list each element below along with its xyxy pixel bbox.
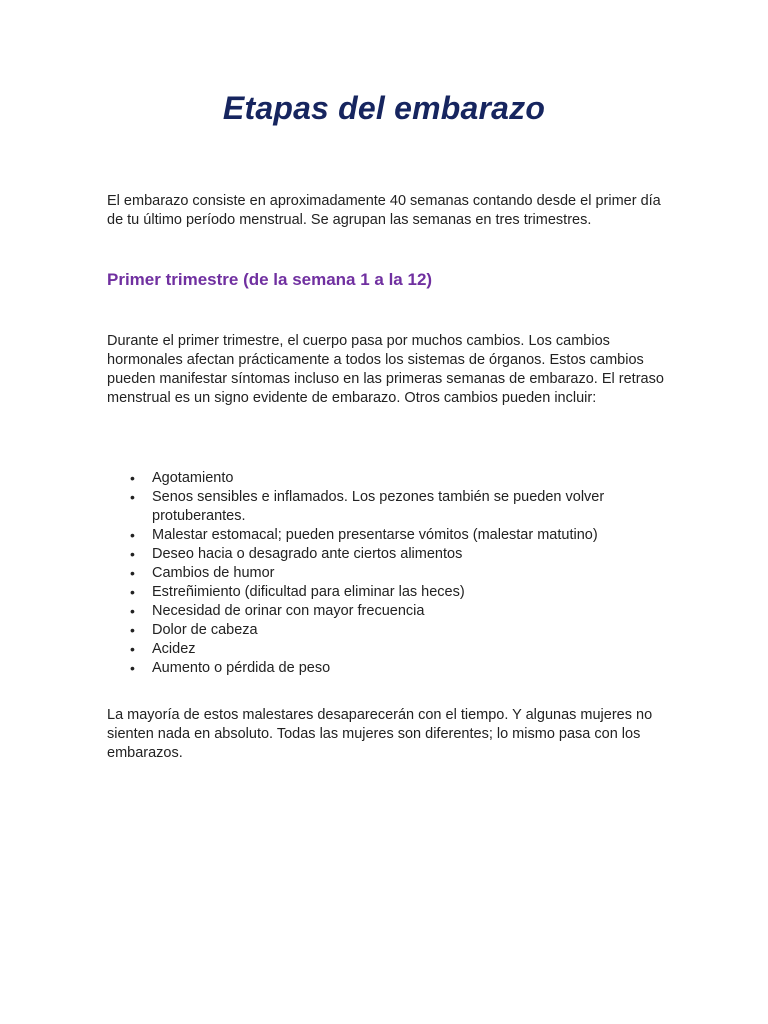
list-item-text: Senos sensibles e inflamados. Los pezones también se pueden volver protuberantes. bbox=[152, 489, 605, 524]
list-item-text: Malestar estomacal; pueden presentarse vómitos (malestar matutino) bbox=[152, 527, 598, 543]
list-item bbox=[107, 659, 667, 678]
list-item-text: Necesidad de orinar con mayor frecuencia bbox=[152, 603, 425, 619]
list-item bbox=[107, 488, 667, 526]
section-body-paragraph: Durante el primer trimestre, el cuerpo pasa por muchos cambios. Los cambios hormonales afectan prácticamente a todos los sistemas de órganos. Estos cambios pueden manifestar síntomas incluso en las primeras semanas de embarazo. El retraso menstrual es un signo evidente de embarazo. Otros cambios pueden incluir: bbox=[107, 333, 664, 406]
list-item-text: Estreñimiento (dificultad para eliminar las heces) bbox=[152, 584, 465, 600]
list-item-text: Deseo hacia o desagrado ante ciertos alimentos bbox=[152, 546, 463, 562]
list-item bbox=[107, 621, 667, 640]
bullet-icon: • bbox=[130, 660, 135, 676]
bullet-icon: • bbox=[130, 641, 135, 657]
bullet-icon: • bbox=[130, 603, 135, 619]
list-item bbox=[107, 545, 667, 564]
bullet-icon: • bbox=[130, 584, 135, 600]
list-item bbox=[107, 526, 667, 545]
list-item-text: Cambios de humor bbox=[152, 565, 275, 581]
bullet-icon: • bbox=[130, 622, 135, 638]
list-item bbox=[107, 640, 667, 659]
bullet-icon: • bbox=[130, 489, 135, 505]
bullet-icon: • bbox=[130, 527, 135, 543]
list-item bbox=[107, 602, 667, 621]
document-title: Etapas del embarazo bbox=[222, 90, 546, 126]
list-item-text: Aumento o pérdida de peso bbox=[152, 660, 331, 676]
closing-paragraph: La mayoría de estos malestares desaparecerán con el tiempo. Y algunas mujeres no sienten nada en absoluto. Todas las mujeres son diferentes; lo mismo pasa con los embarazos. bbox=[107, 707, 653, 761]
list-item-text: Acidez bbox=[152, 641, 196, 657]
symptom-list bbox=[107, 469, 667, 678]
list-item bbox=[107, 583, 667, 602]
list-item bbox=[107, 564, 667, 583]
intro-paragraph: El embarazo consiste en aproximadamente 40 semanas contando desde el primer día de tu último período menstrual. Se agrupan las semanas en tres trimestres. bbox=[107, 193, 661, 228]
section-heading: Primer trimestre (de la semana 1 a la 12) bbox=[107, 270, 433, 289]
list-item-text: Agotamiento bbox=[152, 470, 234, 486]
bullet-icon: • bbox=[130, 546, 135, 562]
bullet-icon: • bbox=[130, 565, 135, 581]
list-item-text: Dolor de cabeza bbox=[152, 622, 258, 638]
bullet-icon: • bbox=[130, 470, 135, 486]
list-item bbox=[107, 469, 667, 488]
